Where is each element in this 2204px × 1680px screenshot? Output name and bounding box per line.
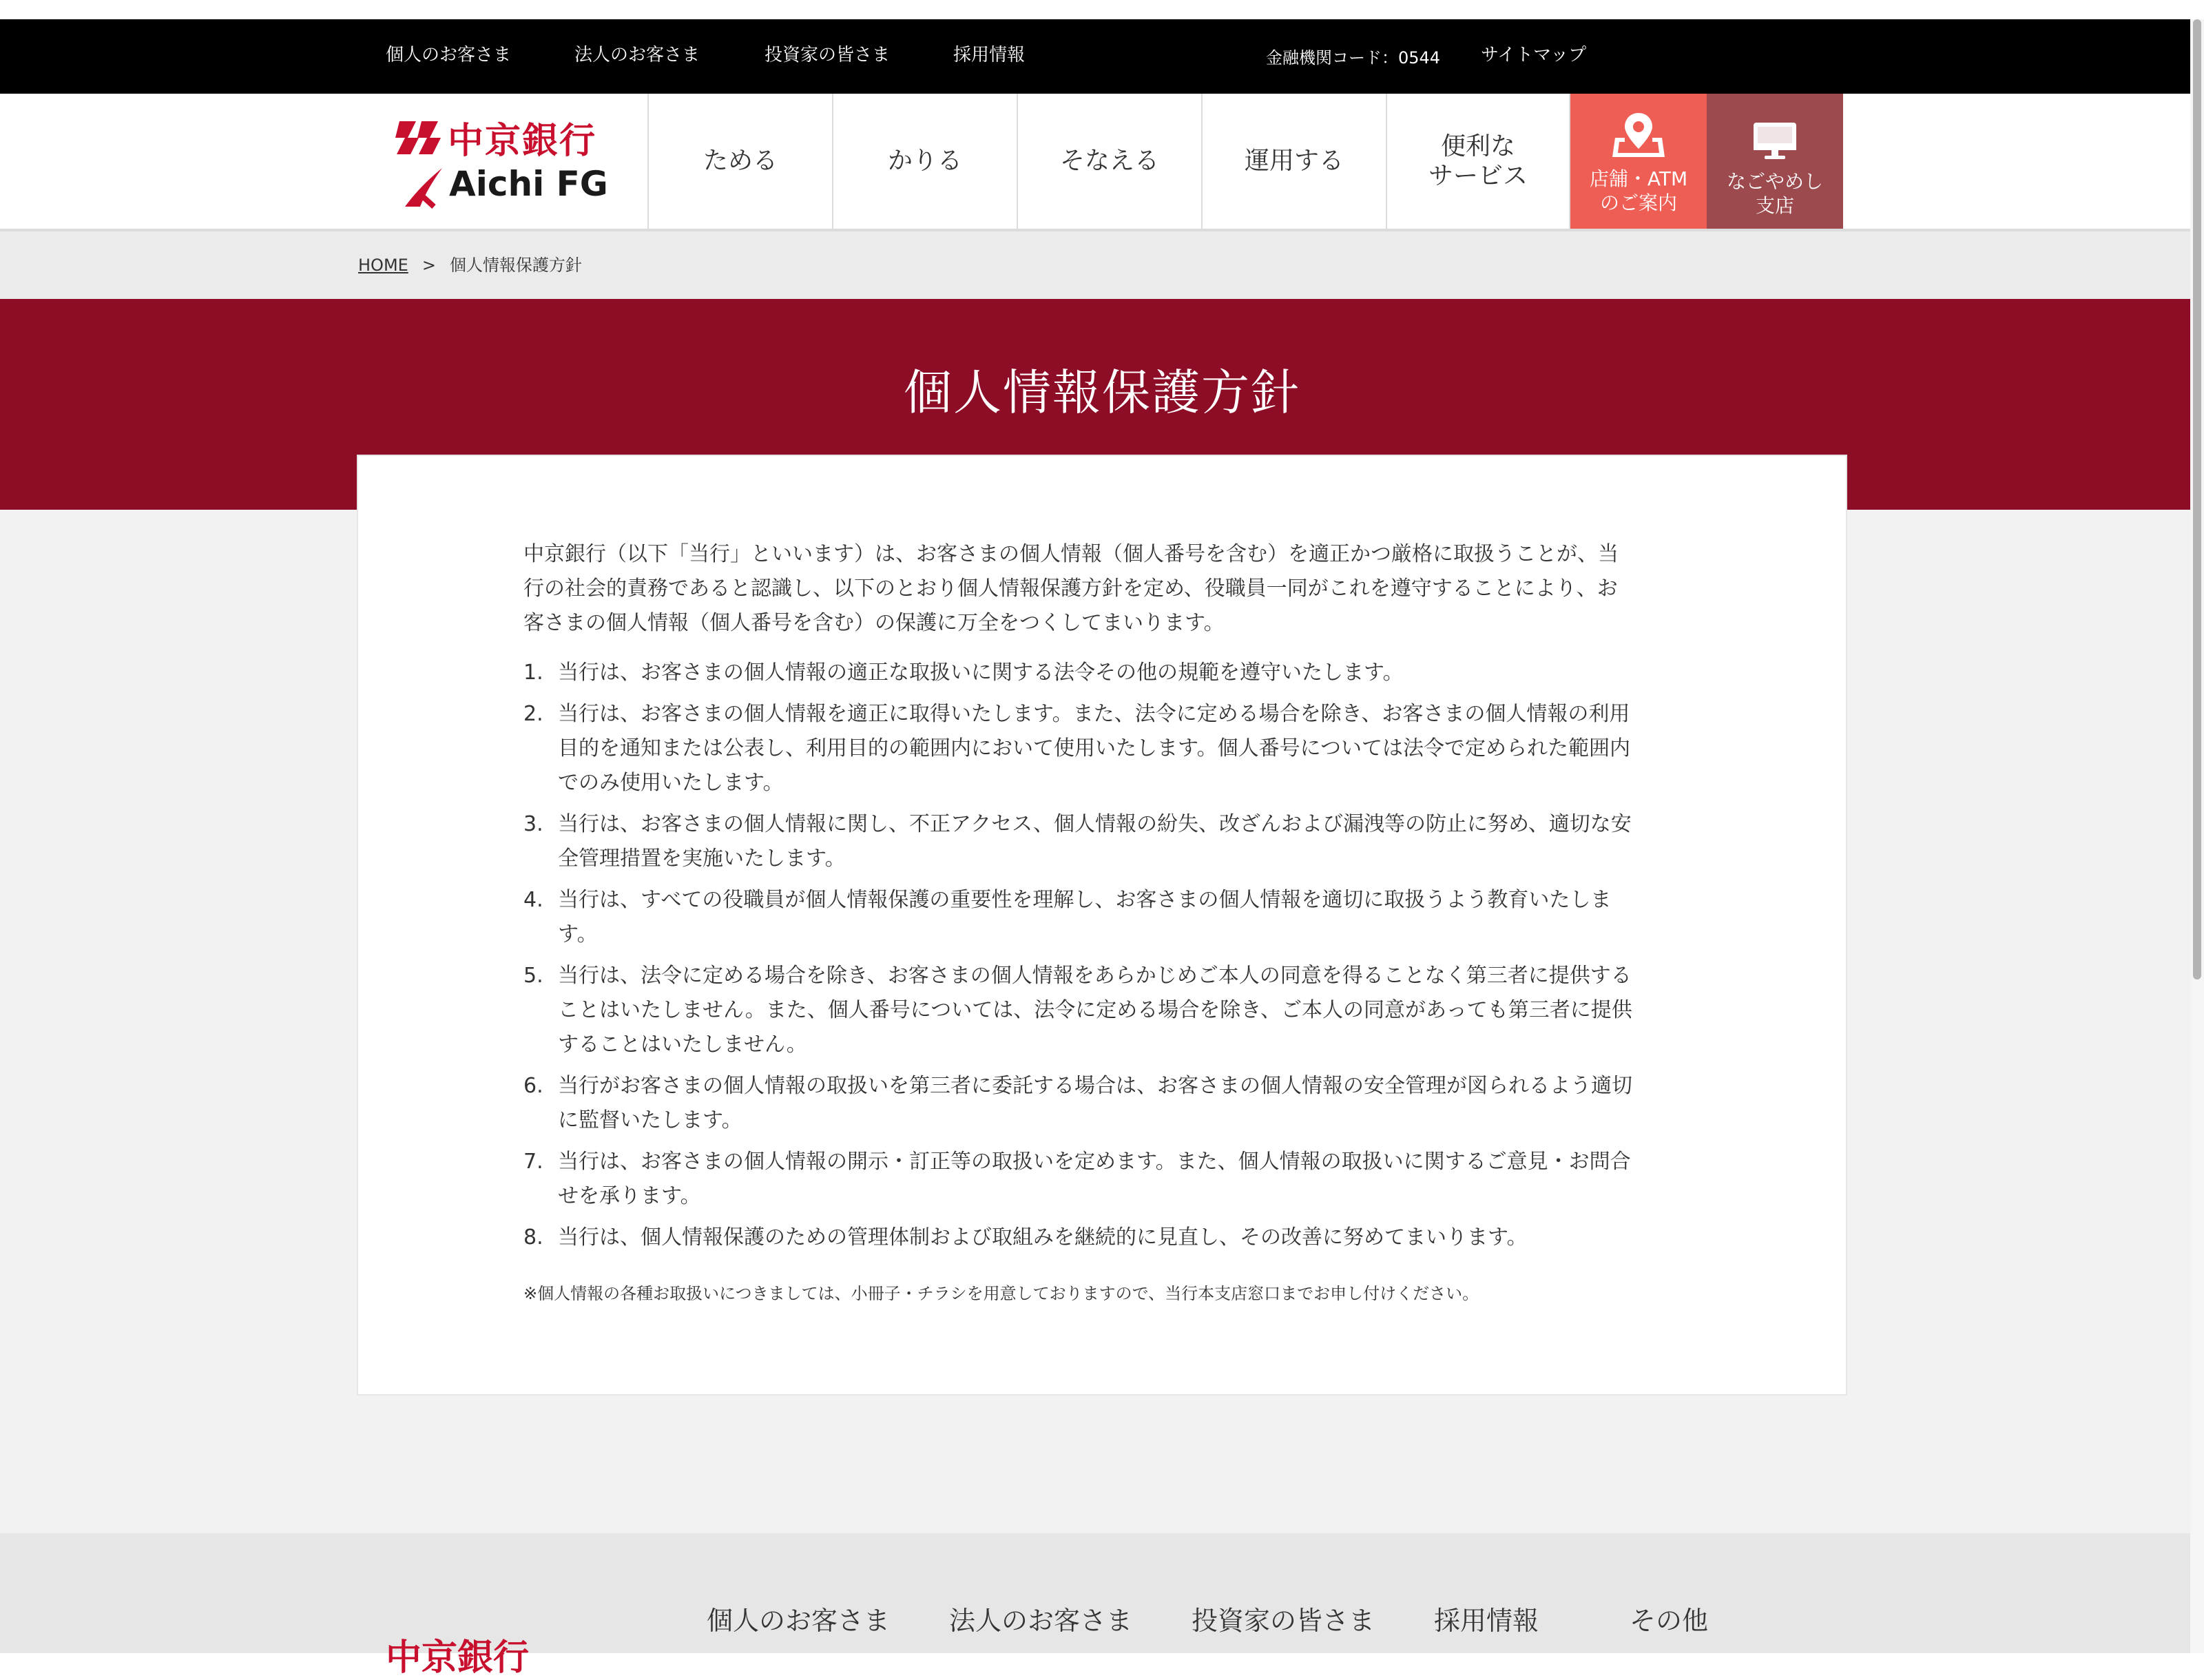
policy-item xyxy=(523,807,1694,876)
top-strip xyxy=(0,0,2204,19)
intro-line: 行の社会的責務であると認識し、以下のとおり個人情報保護方針を定め、役職員一同がこれを遵守することにより、お xyxy=(523,577,1618,601)
policy-item xyxy=(523,883,1694,952)
policy-line: 全管理措置を実施いたします。 xyxy=(558,847,846,871)
nav-store-label-line1: 店舗・ATM xyxy=(1589,167,1688,190)
policy-number: 5. xyxy=(523,964,543,988)
policy-item xyxy=(523,1221,1694,1255)
utility-link-recruit[interactable]: 採用情報 xyxy=(953,45,1026,65)
header xyxy=(0,94,2204,231)
chukyo-mark-icon xyxy=(395,117,444,158)
utility-link-personal[interactable]: 個人のお客さま xyxy=(386,45,512,65)
policy-line: せを承ります。 xyxy=(558,1184,701,1208)
intro-line: 中京銀行（以下「当行」といいます）は、お客さまの個人情報（個人番号を含む）を適正かつ厳格に取扱うことが、当 xyxy=(523,542,1619,566)
nav-item-prepare[interactable] xyxy=(1017,94,1201,229)
policy-line: 当行は、お客さまの個人情報を適正に取得いたします。また、法令に定める場合を除き、お客さまの個人情報の利用 xyxy=(558,702,1630,726)
page-scrollbar[interactable] xyxy=(2190,19,2204,1653)
policy-line: することはいたしません。 xyxy=(558,1033,807,1057)
policy-line: 当行は、お客さまの個人情報に関し、不正アクセス、個人情報の紛失、改ざんおよび漏洩等の防止に努め、適切な安 xyxy=(558,812,1632,836)
policy-list xyxy=(523,656,1694,1262)
policy-number: 8. xyxy=(523,1225,543,1249)
nav-item-label: 運用する xyxy=(1244,147,1344,176)
nav-item-label: かりる xyxy=(887,147,962,176)
nav-item-services[interactable] xyxy=(1386,94,1570,229)
nav-item-invest[interactable] xyxy=(1201,94,1386,229)
policy-item xyxy=(523,959,1694,1062)
policy-line: 当行は、法令に定める場合を除き、お客さまの個人情報をあらかじめご本人の同意を得ることなく第三者に提供する xyxy=(558,964,1632,988)
policy-line: 当行は、すべての役職員が個人情報保護の重要性を理解し、お客さまの個人情報を適切に取扱うよう教育いたしま xyxy=(558,888,1612,912)
bank-logo-name: 中京銀行 xyxy=(448,121,597,162)
policy-item xyxy=(523,1145,1694,1214)
utility-link-sitemap[interactable]: サイトマップ xyxy=(1481,45,1587,65)
policy-number: 6. xyxy=(523,1074,543,1098)
policy-line: 目的を通知または公表し、利用目的の範囲内において使用いたします。個人番号については法令で定められた範囲内 xyxy=(558,736,1630,760)
footer-link-other[interactable]: その他 xyxy=(1630,1606,1709,1636)
policy-line: 当行は、お客さまの個人情報の開示・訂正等の取扱いを定めます。また、個人情報の取扱いに関するご意見・お問合 xyxy=(558,1150,1631,1174)
policy-number: 7. xyxy=(523,1150,543,1174)
policy-line: 当行は、お客さまの個人情報の適正な取扱いに関する法令その他の規範を遵守いたします。 xyxy=(558,661,1404,685)
bank-logo-group: Aichi FG xyxy=(449,164,608,204)
nav-item-borrow[interactable] xyxy=(832,94,1017,229)
nav-item-label: ためる xyxy=(703,147,778,176)
breadcrumb xyxy=(358,231,582,299)
footer-link-corporate[interactable]: 法人のお客さま xyxy=(949,1606,1133,1636)
policy-line: 当行がお客さまの個人情報の取扱いを第三者に委託する場合は、お客さまの個人情報の安全管理が図られるよう適切 xyxy=(558,1074,1632,1098)
policy-item xyxy=(523,697,1694,800)
breadcrumb-home-link[interactable]: HOME xyxy=(358,256,408,275)
policy-number: 1. xyxy=(523,661,543,685)
policy-item xyxy=(523,1069,1694,1138)
policy-line: でのみ使用いたします。 xyxy=(558,771,784,795)
map-pin-icon xyxy=(1611,110,1666,158)
nav-item-label-line1: 便利な xyxy=(1440,132,1515,160)
utility-link-investors[interactable]: 投資家の皆さま xyxy=(765,45,891,65)
nav-store-atm[interactable] xyxy=(1570,94,1707,229)
policy-number: 4. xyxy=(523,888,543,912)
policy-line: ことはいたしません。また、個人番号については、法令に定める場合を除き、ご本人の同意があっても第三者に提供 xyxy=(558,998,1632,1022)
breadcrumb-current: 個人情報保護方針 xyxy=(449,256,582,275)
main-nav xyxy=(647,94,1843,229)
nav-store-label-line2: のご案内 xyxy=(1599,191,1677,214)
content-card xyxy=(357,455,1847,1396)
policy-line: に監督いたします。 xyxy=(558,1108,742,1132)
nav-branch-label-line1: なごやめし xyxy=(1726,170,1823,193)
booklet-note: ※個人情報の各種お取扱いにつきましては、小冊子・チラシを用意しておりますので、当行本支店窓口までお申し付けください。 xyxy=(523,1284,1479,1303)
nav-item-save[interactable] xyxy=(647,94,832,229)
policy-line: す。 xyxy=(558,922,598,946)
institution-code: 金融機関コード：0544 xyxy=(1266,48,1441,68)
policy-line: 当行は、個人情報保護のための管理体制および取組みを継続的に見直し、その改善に努めてまいります。 xyxy=(558,1225,1528,1249)
footer-link-investors[interactable]: 投資家の皆さま xyxy=(1192,1606,1375,1636)
scrollbar-thumb[interactable] xyxy=(2193,19,2201,979)
nav-item-label: そなえる xyxy=(1059,147,1159,176)
page-title: 個人情報保護方針 xyxy=(904,364,1300,421)
utility-link-corporate[interactable]: 法人のお客さま xyxy=(574,45,700,65)
footer xyxy=(0,1533,2204,1679)
bank-logo[interactable] xyxy=(386,110,620,214)
monitor-icon xyxy=(1751,120,1799,161)
breadcrumb-separator: > xyxy=(422,256,436,275)
nav-branch-label-line2: 支店 xyxy=(1755,194,1794,217)
intro-paragraph xyxy=(523,537,1681,641)
policy-number: 3. xyxy=(523,812,543,836)
utility-bar xyxy=(0,19,2204,94)
nav-nagoyameshi-branch[interactable] xyxy=(1707,94,1843,229)
intro-line: 客さまの個人情報（個人番号を含む）の保護に万全をつくしてまいります。 xyxy=(523,611,1225,635)
policy-number: 2. xyxy=(523,702,543,726)
footer-logo[interactable]: 中京銀行 xyxy=(386,1637,530,1679)
nav-item-label-line2: サービス xyxy=(1428,162,1528,190)
footer-link-personal[interactable]: 個人のお客さま xyxy=(707,1606,891,1636)
footer-link-recruit[interactable]: 採用情報 xyxy=(1434,1606,1539,1636)
aichi-fg-mark-icon xyxy=(399,165,448,209)
policy-item xyxy=(523,656,1694,690)
breadcrumb-bar xyxy=(0,231,2204,299)
